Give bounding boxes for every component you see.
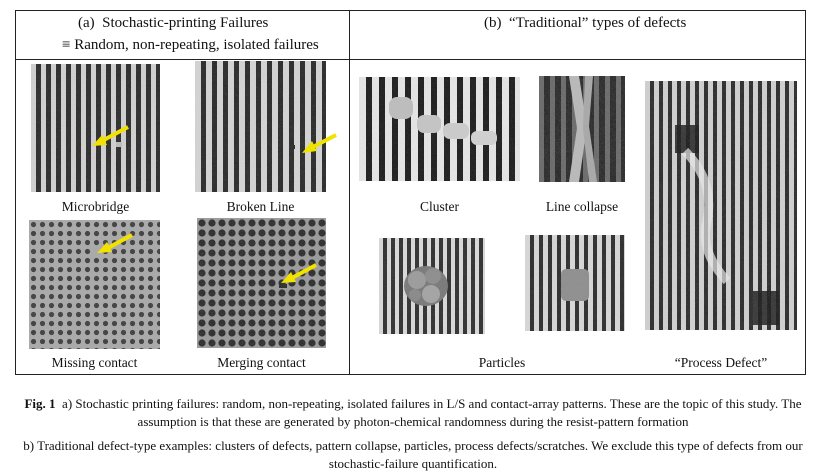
missing-contact-arrow — [94, 232, 136, 256]
merging-contact-arrow — [278, 262, 320, 286]
cluster-image — [359, 77, 520, 181]
broken-line-image — [195, 61, 326, 192]
figure-label: Fig. 1 — [24, 396, 56, 411]
microbridge-arrow — [88, 124, 133, 149]
broken-line-arrow — [300, 132, 340, 156]
merging-contact-label: Merging contact — [217, 355, 306, 370]
caption-part-b: b) Traditional defect-type examples: clusters of defects, pattern collapse, particles, process defects/scratches. We exclude this type of defects from our stochastic-failure quantification. — [23, 438, 803, 471]
caption-part-a — [18, 395, 808, 431]
panel-a-heading: (a) Stochastic-printing Failures — [78, 15, 269, 31]
cluster-label: Cluster — [420, 199, 459, 214]
line-collapse-label: Line collapse — [545, 199, 619, 214]
particles-image-small — [525, 235, 625, 331]
process-defect-image — [645, 81, 797, 330]
header-divider — [15, 59, 806, 60]
panel-b-heading: (b) “Traditional” types of defects — [484, 15, 687, 31]
caption-text-a: a) Stochastic printing failures: random, non-repeating, isolated failures in L/S and contact-array patterns. These are the topic of this study. The assumption is that these are generated by photon-chemical randomness during the resist-pattern formation — [62, 396, 802, 429]
panel-divider — [349, 10, 350, 375]
particles-label: Particles — [478, 355, 526, 370]
panel-a-subheading: ≡ Random, non-repeating, isolated failures — [62, 37, 319, 53]
line-collapse-image — [539, 76, 625, 182]
broken-line-label: Broken Line — [226, 199, 295, 214]
particles-image-large — [379, 238, 485, 334]
process-defect-label: “Process Defect” — [674, 355, 768, 370]
missing-contact-label: Missing contact — [51, 355, 138, 370]
microbridge-label: Microbridge — [61, 199, 130, 214]
